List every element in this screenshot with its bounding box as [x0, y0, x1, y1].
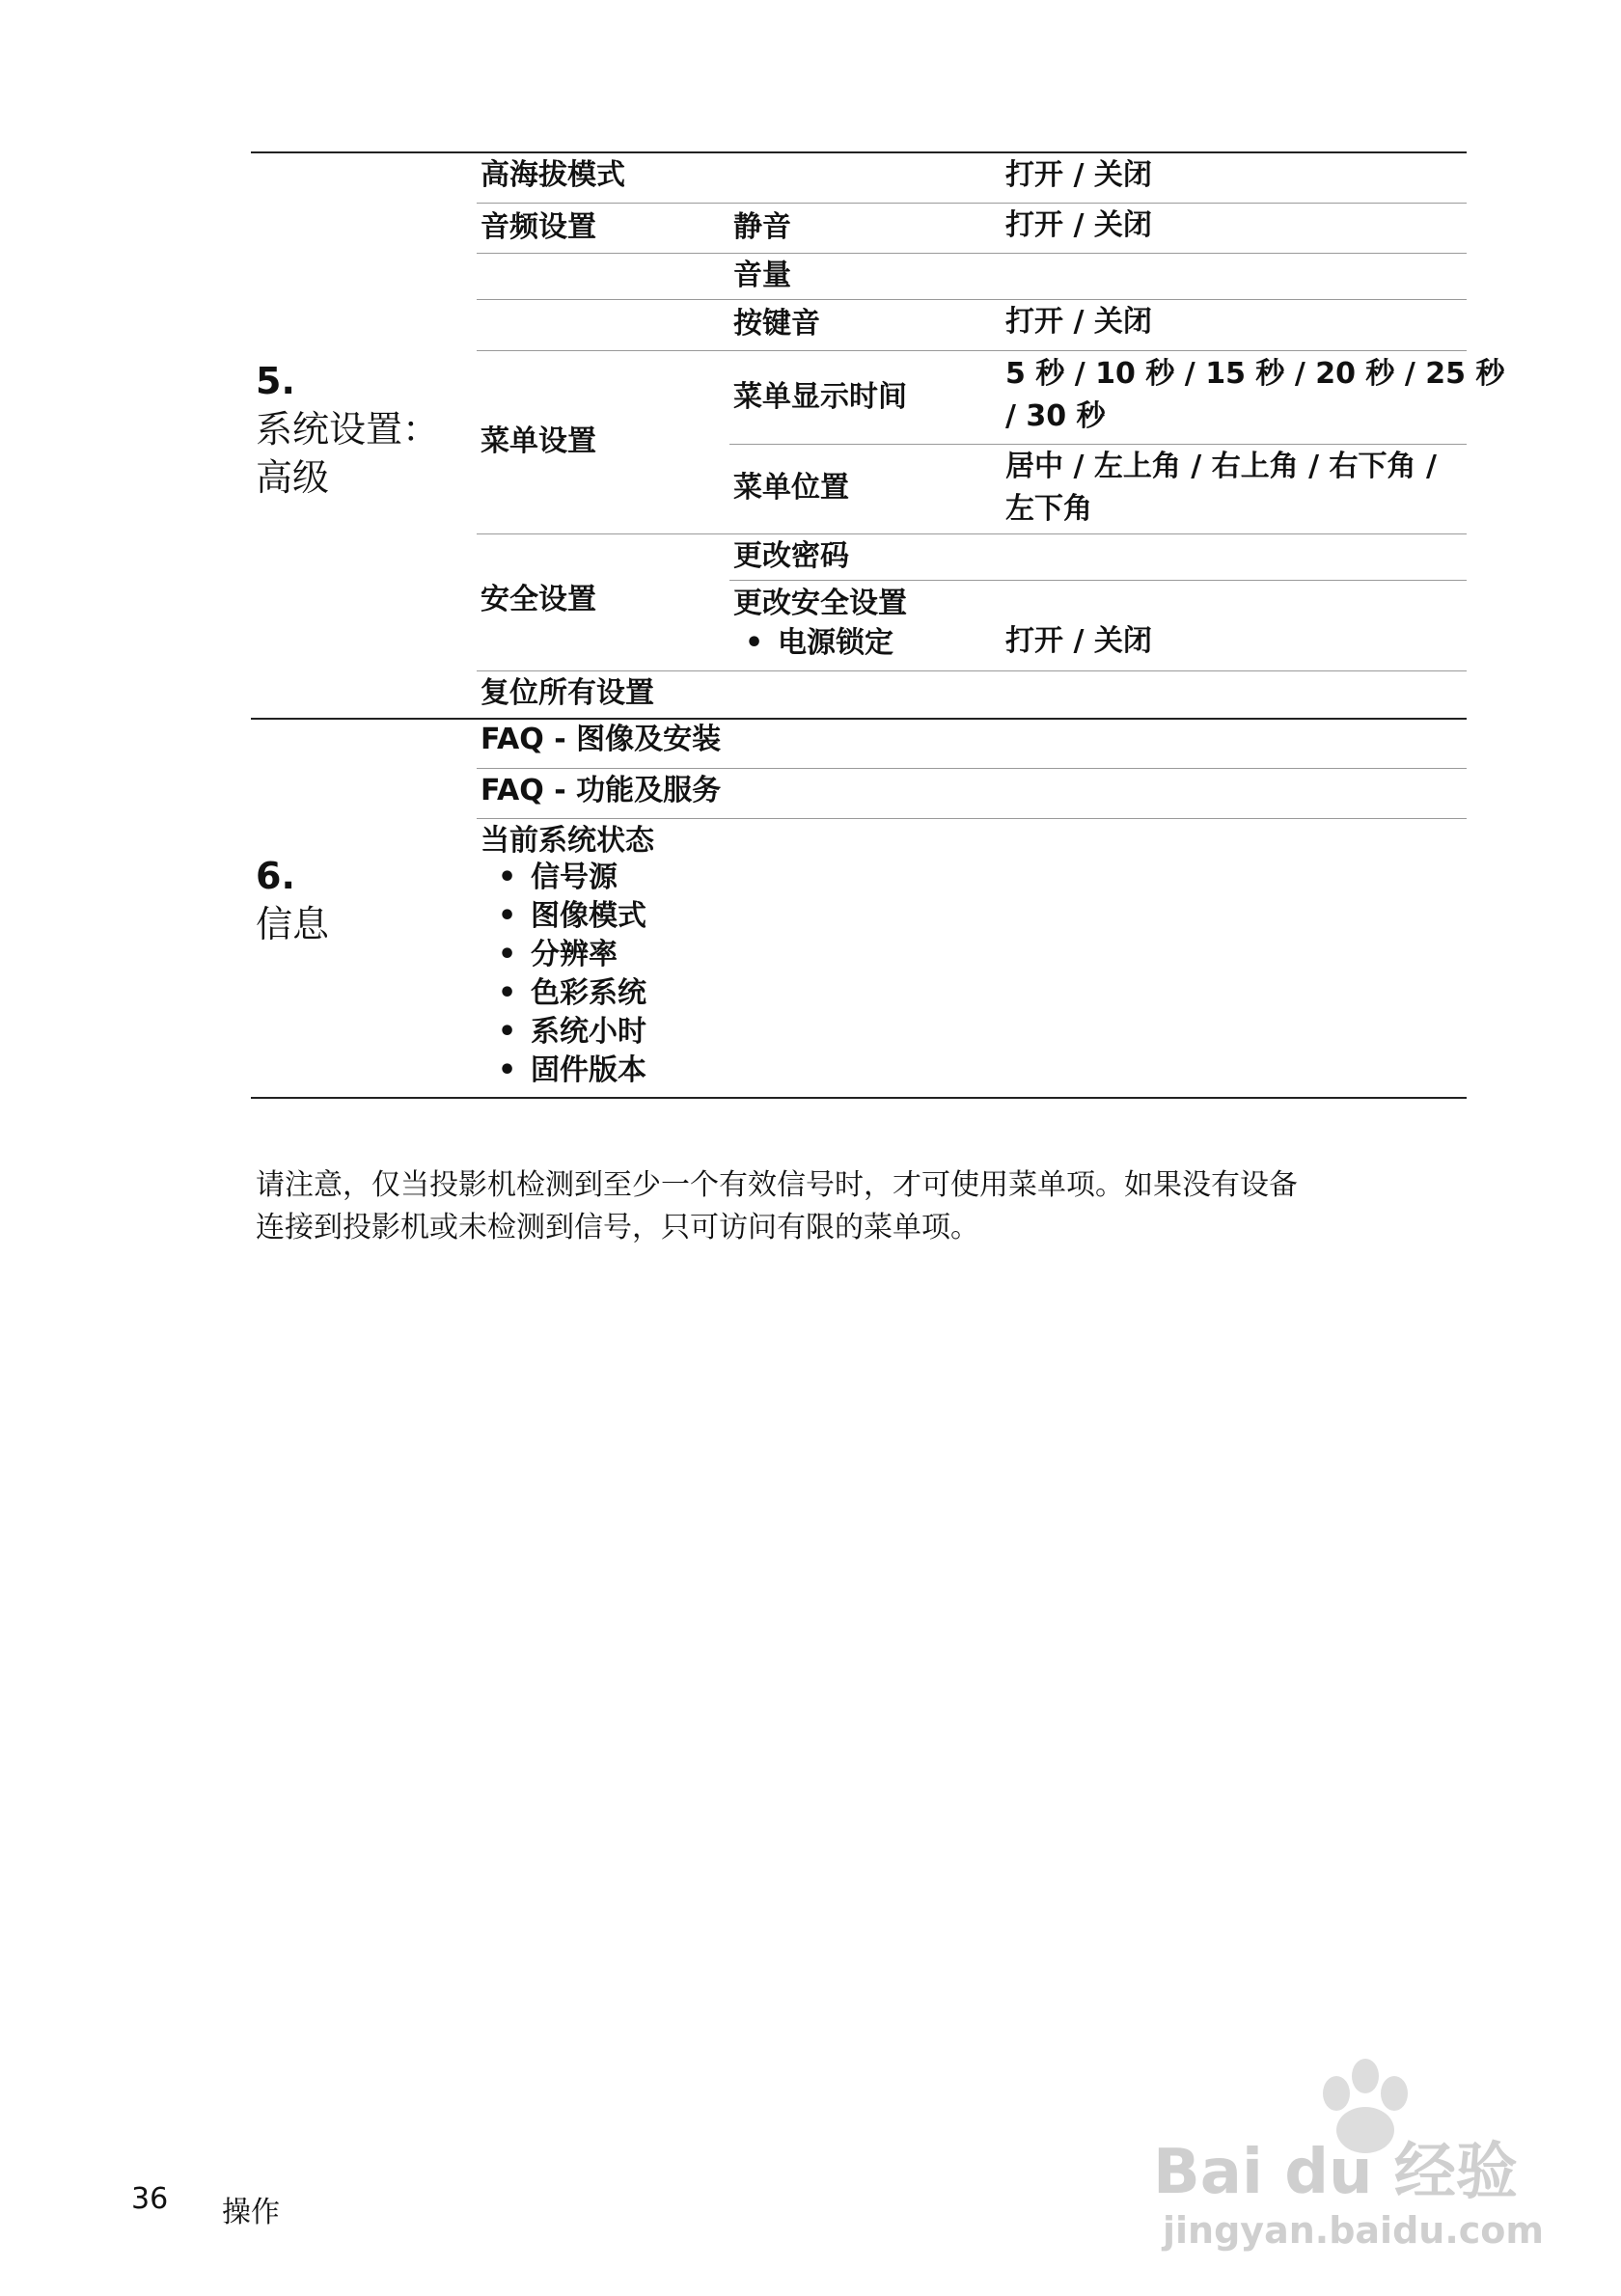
list-item: • 系统小时 [498, 1013, 646, 1052]
menu-position-value-line2: 左下角 [1005, 492, 1092, 526]
row-divider [477, 299, 1467, 300]
menu-position-label: 菜单位置 [733, 471, 849, 505]
note-line-1: 请注意，仅当投影机检测到至少一个有效信号时，才可使用菜单项。如果没有设备 [256, 1168, 1298, 1202]
row-divider [477, 203, 1467, 204]
row-divider [477, 350, 1467, 351]
row-divider [729, 444, 1467, 445]
system-status-label: 当前系统状态 [481, 824, 654, 858]
section-5-title-line2: 高级 [256, 456, 330, 499]
menu-display-time-label: 菜单显示时间 [733, 380, 907, 414]
mute-value: 打开 / 关闭 [1005, 208, 1152, 242]
table-bottom-rule [251, 1097, 1467, 1099]
section-5-title-line1: 系统设置： [256, 408, 440, 451]
row-divider [477, 768, 1467, 769]
volume-label: 音量 [733, 259, 791, 292]
row-divider [477, 818, 1467, 819]
row-divider [729, 580, 1467, 581]
list-item: • 固件版本 [498, 1052, 646, 1090]
high-altitude-label: 高海拔模式 [481, 158, 625, 192]
menu-settings-label: 菜单设置 [481, 424, 596, 458]
list-item: • 图像模式 [498, 897, 646, 936]
faq-function-label: FAQ - 功能及服务 [481, 774, 722, 807]
section-5-heading [256, 357, 439, 502]
section-divider [251, 718, 1467, 720]
power-lock-label: • 电源锁定 [745, 622, 893, 665]
footer-section-title: 操作 [222, 2196, 280, 2229]
row-divider [477, 533, 1467, 534]
note-line-2: 连接到投影机或未检测到信号，只可访问有限的菜单项。 [256, 1211, 979, 1244]
list-item: • 色彩系统 [498, 974, 646, 1013]
change-security-label: 更改安全设置 [733, 587, 907, 620]
change-password-label: 更改密码 [733, 539, 849, 573]
keytone-value: 打开 / 关闭 [1005, 305, 1152, 339]
table-top-rule [251, 151, 1467, 153]
list-item: • 信号源 [498, 859, 646, 897]
note-paragraph [256, 1164, 1298, 1249]
mute-label: 静音 [733, 210, 791, 244]
menu-display-time-value-line2: / 30 秒 [1005, 399, 1106, 433]
reset-all-label: 复位所有设置 [481, 676, 654, 710]
section-5-number: 5. [256, 360, 295, 402]
menu-display-time-value-line1: 5 秒 / 10 秒 / 15 秒 / 20 秒 / 25 秒 [1005, 357, 1505, 391]
keytone-label: 按键音 [733, 307, 820, 341]
row-divider [477, 253, 1467, 254]
list-item: • 分辨率 [498, 936, 646, 974]
system-status-list [498, 859, 646, 1090]
section-6-title: 信息 [256, 903, 330, 945]
baidu-watermark [1153, 2055, 1558, 2257]
audio-settings-label: 音频设置 [481, 210, 596, 244]
section-6-number: 6. [256, 855, 295, 897]
faq-image-label: FAQ - 图像及安装 [481, 723, 722, 756]
high-altitude-value: 打开 / 关闭 [1005, 158, 1152, 192]
row-divider [477, 670, 1467, 671]
watermark-brand: Bai du 经验 [1153, 2137, 1518, 2208]
section-6-heading [256, 852, 329, 948]
page-number: 36 [131, 2182, 169, 2216]
security-settings-label: 安全设置 [481, 583, 596, 616]
watermark-url: jingyan.baidu.com [1163, 2209, 1544, 2252]
power-lock-value: 打开 / 关闭 [1005, 624, 1152, 658]
menu-position-value-line1: 居中 / 左上角 / 右上角 / 右下角 / [1005, 450, 1437, 483]
